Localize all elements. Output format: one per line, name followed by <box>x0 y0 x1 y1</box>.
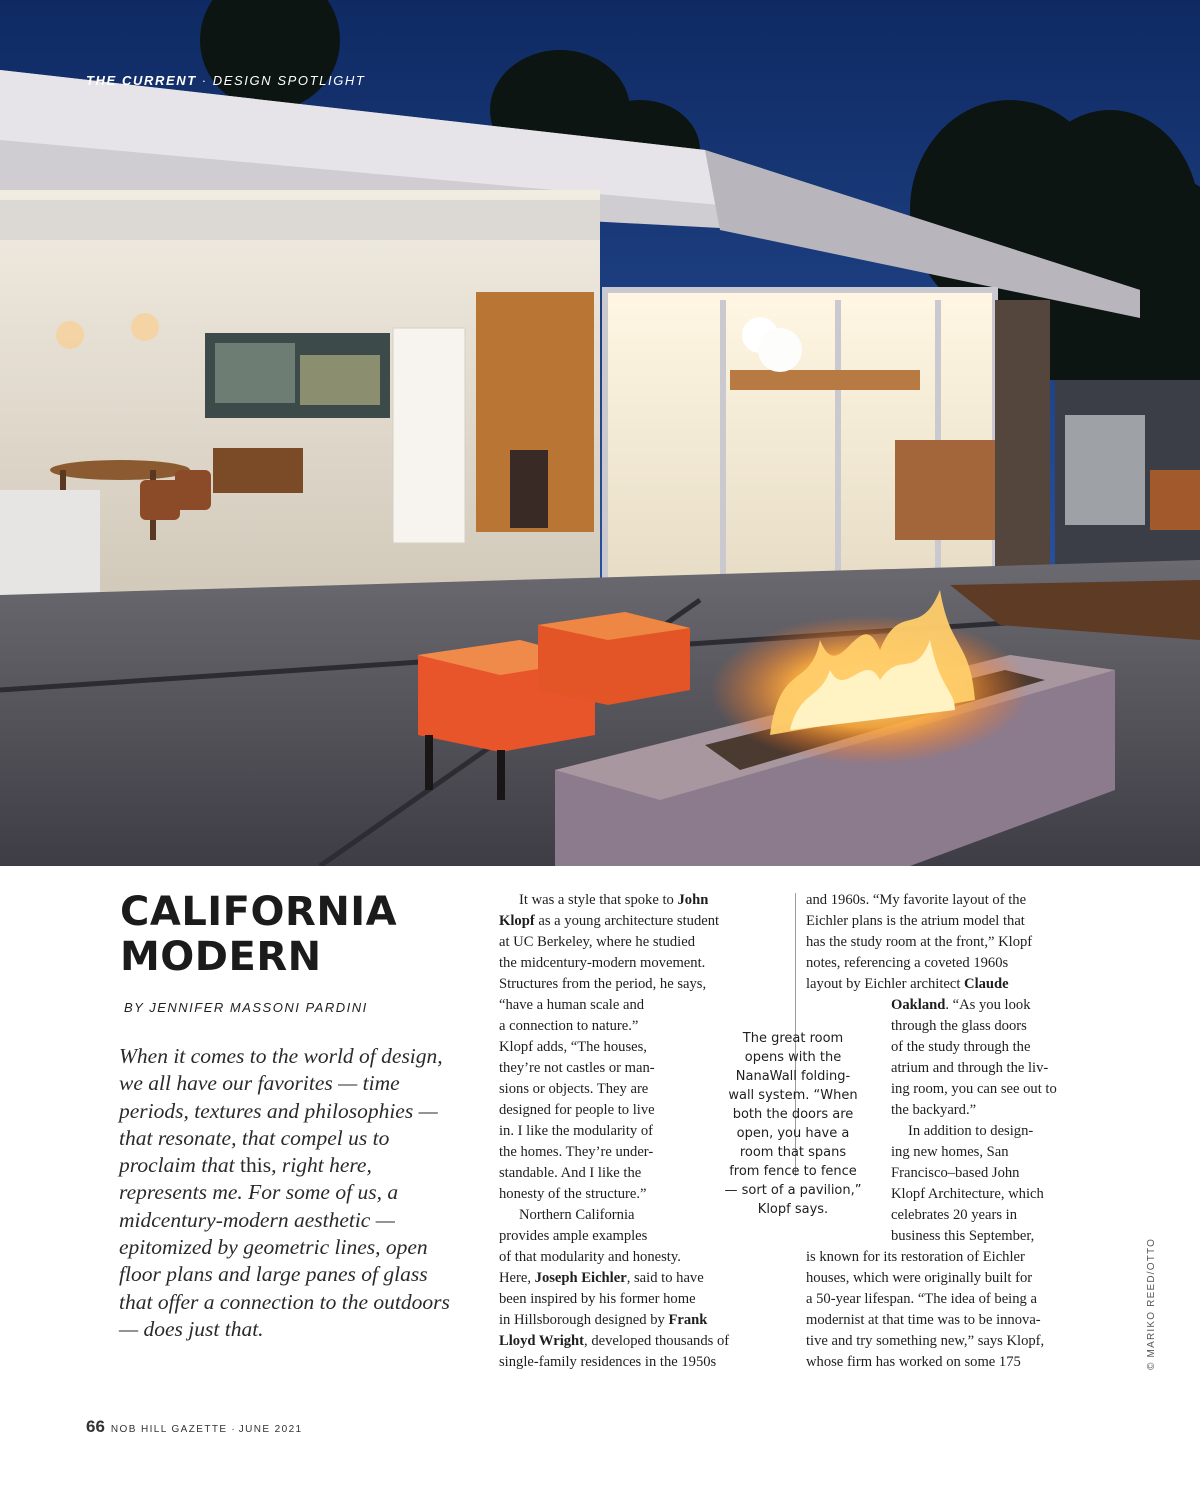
page-number: 66 <box>86 1417 105 1436</box>
text-line: through the glass doors <box>891 1018 1027 1034</box>
text-line: designed for people to live <box>499 1102 655 1118</box>
text-line: been inspired by his former home <box>499 1291 696 1307</box>
text-line: houses, which were originally built for <box>806 1270 1033 1286</box>
headline <box>120 890 450 980</box>
text-line: ing room, you can see out to <box>891 1081 1057 1097</box>
text-line: notes, referencing a coveted 1960s <box>806 955 1009 971</box>
pull-quote-line: — sort of a pavilion,” <box>724 1183 862 1198</box>
text-line: Klopf adds, “The houses, <box>499 1039 647 1055</box>
text-line: ing new homes, San <box>891 1144 1009 1160</box>
pull-quote-line: from fence to fence <box>729 1164 857 1179</box>
text-line: honesty of the structure.” <box>499 1186 647 1202</box>
text-line: a 50-year lifespan. “The idea of being a <box>806 1291 1037 1307</box>
pull-quote <box>714 1029 872 1219</box>
text-line: Structures from the period, he says, <box>499 976 707 992</box>
text-line: they’re not castles or man- <box>499 1060 655 1076</box>
text-line: has the study room at the front,” Klopf <box>806 934 1033 950</box>
text-line: the homes. They’re under- <box>499 1144 654 1160</box>
text-line: Oakland. “As you look <box>891 997 1031 1013</box>
text-line: Eichler plans is the atrium model that <box>806 913 1025 929</box>
pull-quote-line: The great room <box>742 1031 844 1046</box>
ottoman-right <box>538 612 690 705</box>
text-line: Northern California <box>519 1207 635 1223</box>
text-line: standable. And I like the <box>499 1165 642 1181</box>
section-kicker: THE CURRENT <box>86 73 197 88</box>
text-line: celebrates 20 years in <box>891 1207 1018 1223</box>
intro-emphasis: this <box>240 1153 272 1178</box>
text-line: “have a human scale and <box>499 997 645 1013</box>
pull-quote-line: Klopf says. <box>757 1202 829 1217</box>
text-line: in. I like the modularity of <box>499 1123 654 1139</box>
text-line: of the study through the <box>891 1039 1031 1055</box>
publication-name: NOB HILL GAZETTE <box>110 1424 228 1435</box>
text-line: in Hillsborough designed by Frank <box>499 1312 708 1328</box>
text-line: and 1960s. “My favorite layout of the <box>806 892 1027 908</box>
text-line: whose firm has worked on some 175 <box>806 1354 1021 1370</box>
pull-quote-line: both the doors are <box>732 1107 854 1122</box>
text-line: business this September, <box>891 1228 1035 1244</box>
intro-part-b: , right here, represents me. For some of us, a midcentury-modern aesthetic — epitomized by geometric lines, open floor plans and large panes of glass that offer a connection to the outdoors — does just that. <box>119 1153 450 1341</box>
text-line: modernist at that time was to be innova- <box>806 1312 1041 1328</box>
pull-quote-line: room that spans <box>739 1145 847 1160</box>
text-line: It was a style that spoke to John <box>519 892 709 908</box>
text-line: layout by Eichler architect Claude <box>806 976 1009 992</box>
text-line: atrium and through the liv- <box>891 1060 1049 1076</box>
section-subtitle: DESIGN SPOTLIGHT <box>212 73 366 88</box>
text-line: In addition to design- <box>908 1123 1034 1139</box>
text-line: Here, Joseph Eichler, said to have <box>499 1270 704 1286</box>
pull-quote-line: opens with the <box>744 1050 842 1065</box>
text-line: tive and try something new,” says Klopf, <box>806 1333 1045 1349</box>
text-line: of that modularity and honesty. <box>499 1249 681 1265</box>
text-line: a connection to nature.” <box>499 1018 639 1034</box>
text-line: Lloyd Wright, developed thousands of <box>499 1333 730 1349</box>
headline-line-1: CALIFORNIA <box>120 889 398 935</box>
page-footer <box>86 1417 303 1437</box>
text-line: the backyard.” <box>891 1102 977 1118</box>
section-label <box>86 73 365 88</box>
text-line: at UC Berkeley, where he studied <box>499 934 696 950</box>
pull-quote-line: wall system. “When <box>728 1088 858 1103</box>
intro-deck <box>119 1043 454 1343</box>
pull-quote-line: NanaWall folding- <box>735 1069 851 1084</box>
issue-date: JUNE 2021 <box>238 1424 303 1435</box>
text-line: Klopf as a young architecture student <box>499 913 720 929</box>
text-line: Francisco–based John <box>891 1165 1020 1181</box>
text-line: Klopf Architecture, which <box>891 1186 1044 1202</box>
text-line: provides ample examples <box>499 1228 648 1244</box>
text-line: sions or objects. They are <box>499 1081 649 1097</box>
text-line: the midcentury-modern movement. <box>499 955 706 971</box>
section-separator: · <box>201 73 208 88</box>
byline: BY JENNIFER MASSONI PARDINI <box>124 1000 368 1015</box>
pull-quote-line: open, you have a <box>736 1126 850 1141</box>
text-line: single-family residences in the 1950s <box>499 1354 717 1370</box>
headline-line-2: MODERN <box>120 934 322 980</box>
photo-credit: © MARIKO REED/OTTO <box>1146 1237 1157 1370</box>
intro-part-a: When it comes to the world of design, we all have our favorites — time periods, textures and philosophies — that resonate, that compel us to proclaim that <box>119 1044 443 1178</box>
text-line: is known for its restoration of Eichler <box>806 1249 1025 1265</box>
footer-separator: · <box>231 1424 235 1435</box>
